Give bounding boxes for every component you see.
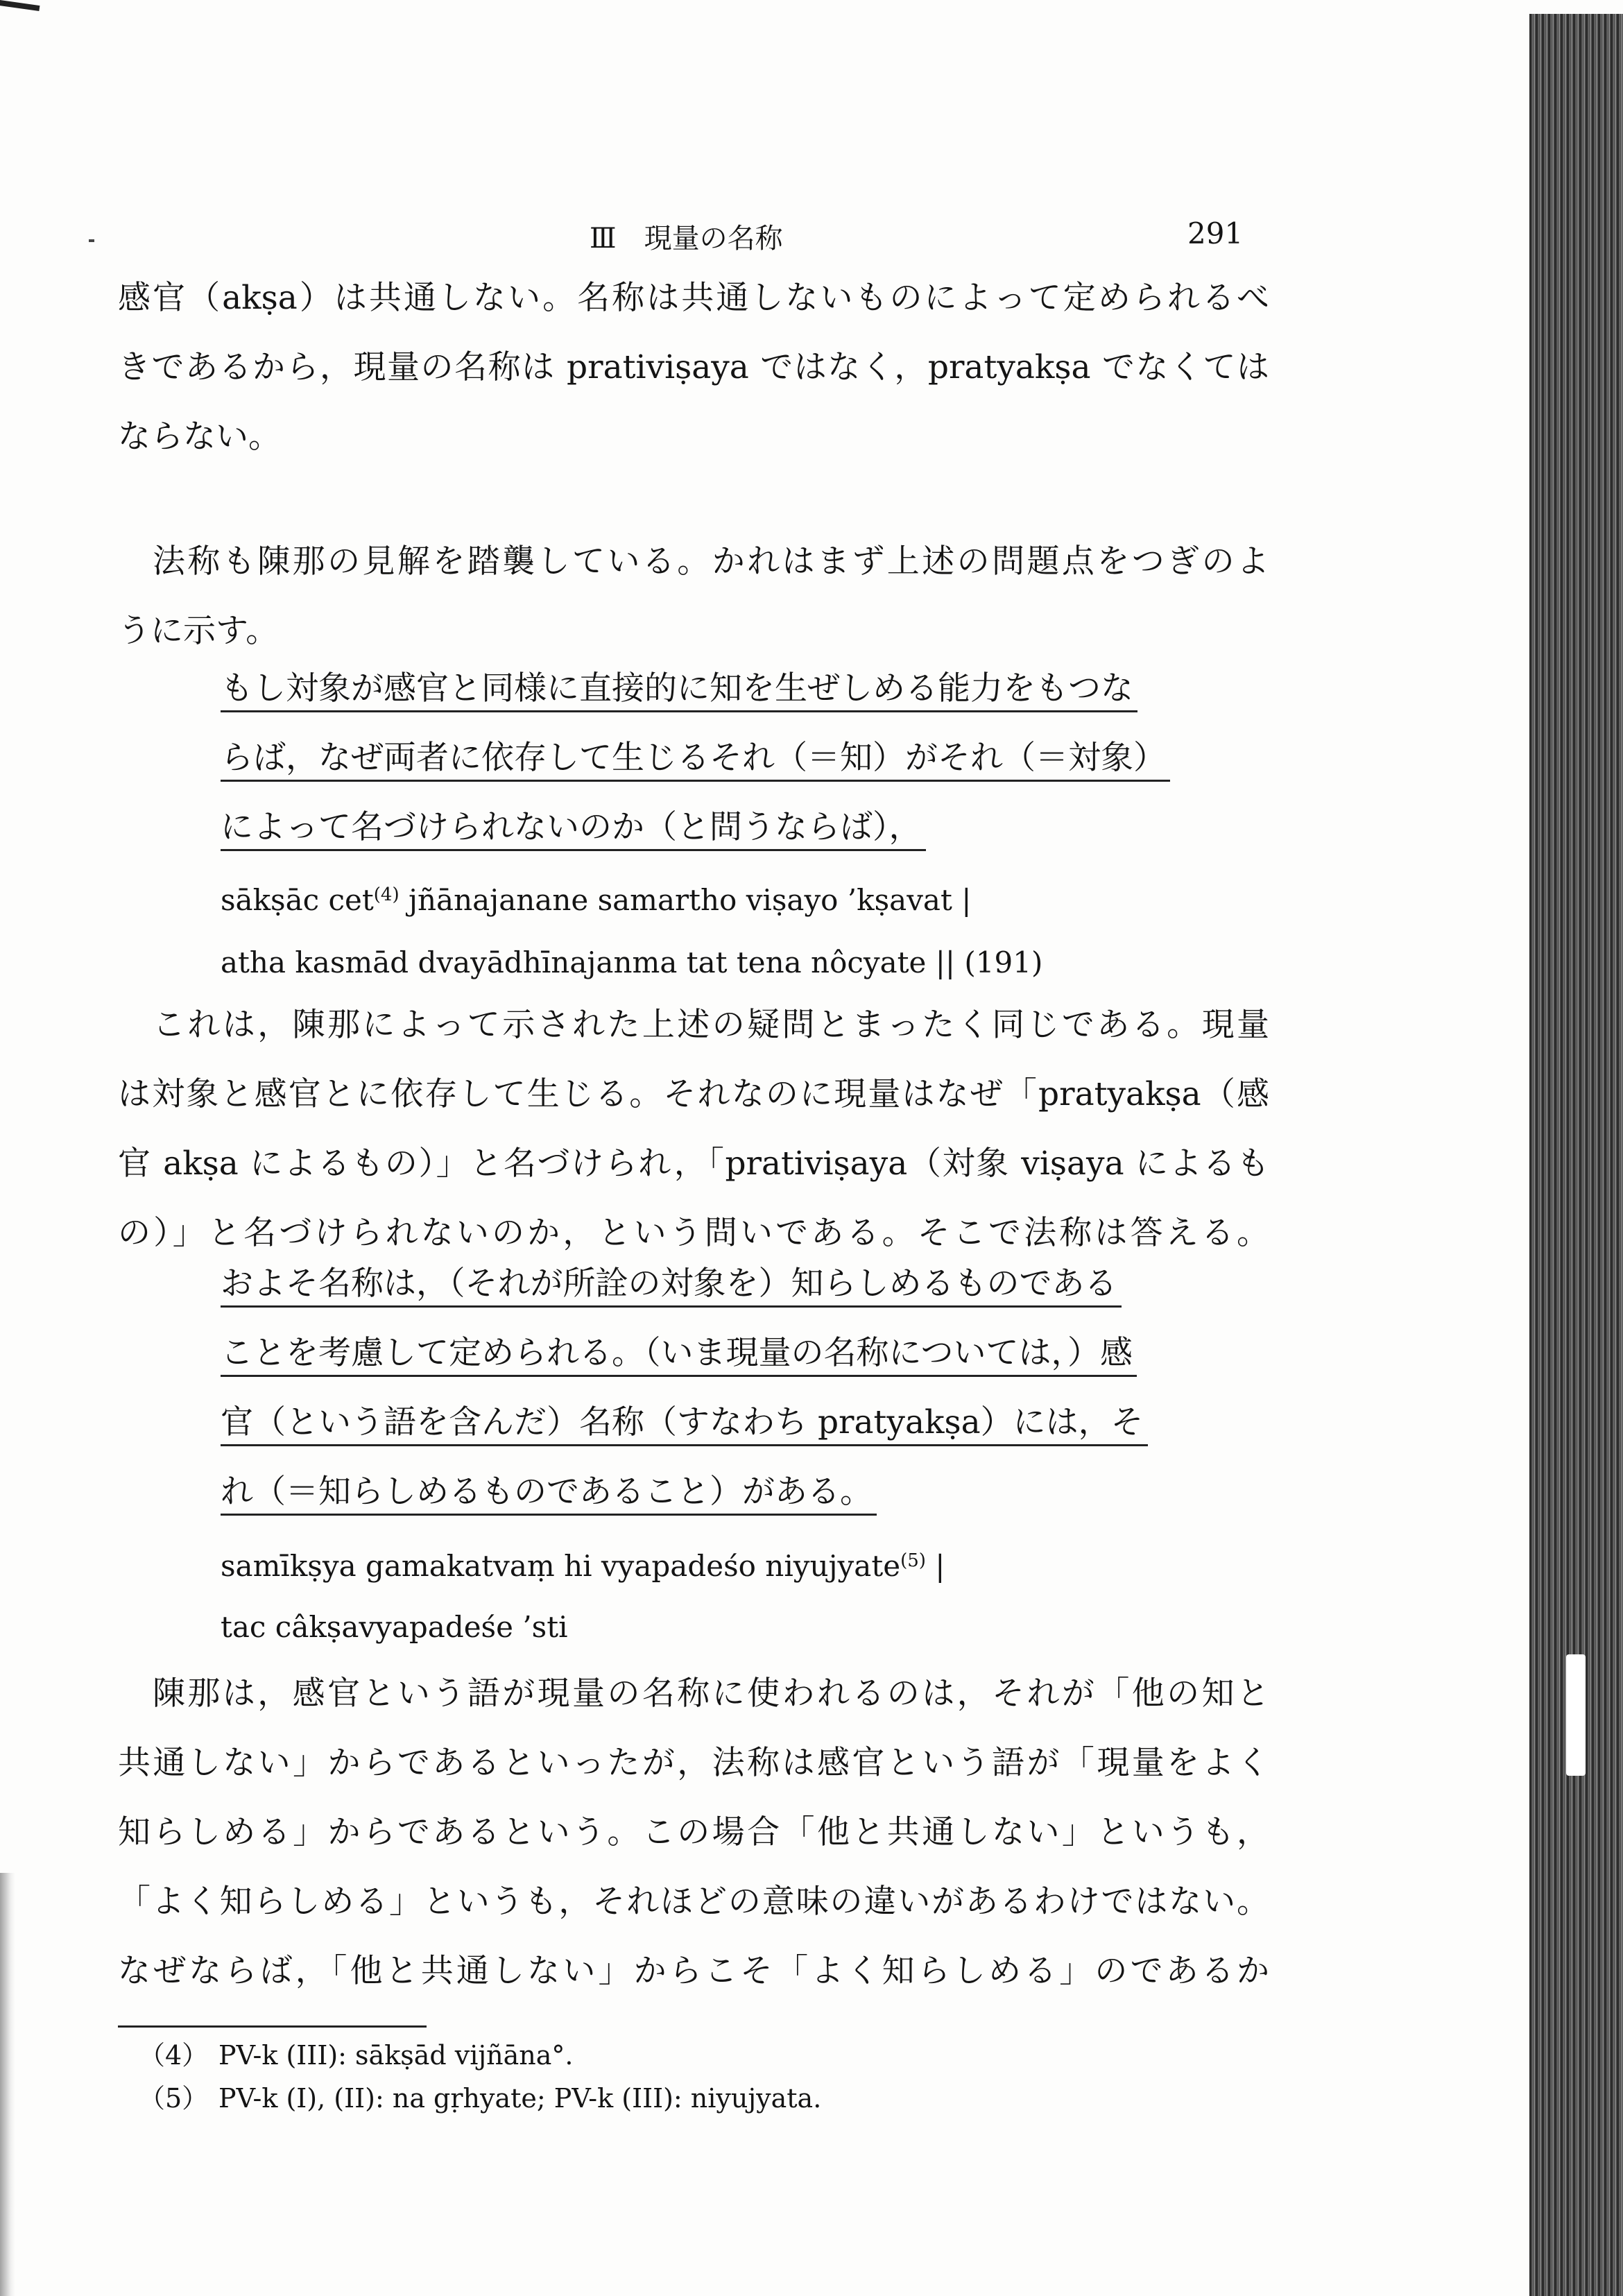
verse-text: | — [925, 1549, 945, 1583]
sanskrit-verse-line: atha kasmād dvayādhīnajanma tat tena nôcyate || (191) — [221, 945, 1043, 979]
body-line: ならない。 — [118, 418, 281, 456]
body-line: 「よく知らしめる」というも，それほどの意味の違いがあるわけではない。 — [118, 1883, 1269, 1921]
scan-corner-mark — [0, 0, 40, 32]
binding-shadow — [1529, 14, 1623, 2296]
body-line: 陳那は，感官という語が現量の名称に使われるのは，それが「他の知と — [153, 1674, 1269, 1713]
body-line: うに示す。 — [118, 612, 279, 650]
verse-text: sākṣāc cet — [221, 883, 374, 917]
footnote-number: （5） — [139, 2083, 209, 2114]
body-line: 官 akṣa によるもの）」と名づけられ，「prativiṣaya（対象 viṣaya によるも — [118, 1145, 1269, 1183]
running-header — [0, 216, 1623, 258]
sanskrit-verse-line: tac câkṣavyapadeśe ’sti — [221, 1610, 568, 1644]
footnote — [139, 2038, 574, 2073]
footnote — [139, 2081, 821, 2116]
quote-line: によって名づけられないのか（と問うならば）， — [221, 806, 926, 851]
body-line: は対象と感官とに依存して生じる。それなのに現量はなぜ「pratyakṣa（感 — [118, 1075, 1269, 1113]
verse-text: jñānajanane samartho viṣayo ’kṣavat | — [399, 883, 972, 917]
body-line: なぜならば，「他と共通しない」からこそ「よく知らしめる」のであるか — [118, 1952, 1269, 1990]
page-number: 291 — [1187, 216, 1244, 250]
verse-text: samīkṣya gamakatvaṃ hi vyapadeśo niyujyate — [221, 1549, 901, 1583]
body-line: これは，陳那によって示された上述の疑問とまったく同じである。現量 — [153, 1006, 1269, 1044]
footnote-text: PV-k (III): sākṣād vijñāna°. — [218, 2040, 574, 2071]
body-line: 共通しない」からであるといったが，法称は感官という語が「現量をよく — [118, 1744, 1269, 1782]
sanskrit-verse-line — [221, 875, 972, 917]
quote-line: らば，なぜ両者に依存して生じるそれ（＝知）がそれ（＝対象） — [221, 737, 1170, 782]
body-line: きであるから，現量の名称は prativiṣaya ではなく，pratyakṣa でなくては — [118, 348, 1269, 386]
section-title: Ⅲ 現量の名称 — [590, 223, 783, 255]
body-line: 感官（akṣa）は共通しない。名称は共通しないものによって定められるべ — [118, 279, 1269, 317]
left-edge-shadow — [0, 1873, 15, 2296]
body-line: 法称も陳那の見解を踏襲している。かれはまず上述の問題点をつぎのよ — [153, 542, 1269, 581]
quote-line: ことを考慮して定められる。（いま現量の名称については，）感 — [221, 1332, 1137, 1377]
footnote-text: PV-k (I), (II): na gṛhyate; PV-k (III): niyujyata. — [218, 2083, 822, 2114]
quote-line: およそ名称は，（それが所詮の対象を）知らしめるものである — [221, 1262, 1122, 1308]
footnote-rule — [118, 2025, 427, 2028]
body-line: 知らしめる」からであるという。この場合「他と共通しない」というも， — [118, 1813, 1269, 1851]
sanskrit-verse-line — [221, 1541, 945, 1583]
quote-line: 官（という語を含んだ）名称（すなわち pratyakṣa）には，そ — [221, 1401, 1148, 1446]
quote-line: もし対象が感官と同様に直接的に知を生ぜしめる能力をもつな — [221, 667, 1137, 712]
footnote-number: （4） — [139, 2040, 209, 2071]
quote-line: れ（＝知らしめるものであること）がある。 — [221, 1471, 877, 1516]
footnote-ref: (4) — [373, 884, 400, 905]
binding-gap — [1566, 1654, 1586, 1776]
body-line: の）」と名づけられないのか，という問いである。そこで法称は答える。 — [118, 1214, 1269, 1252]
footnote-ref: (5) — [900, 1550, 926, 1571]
